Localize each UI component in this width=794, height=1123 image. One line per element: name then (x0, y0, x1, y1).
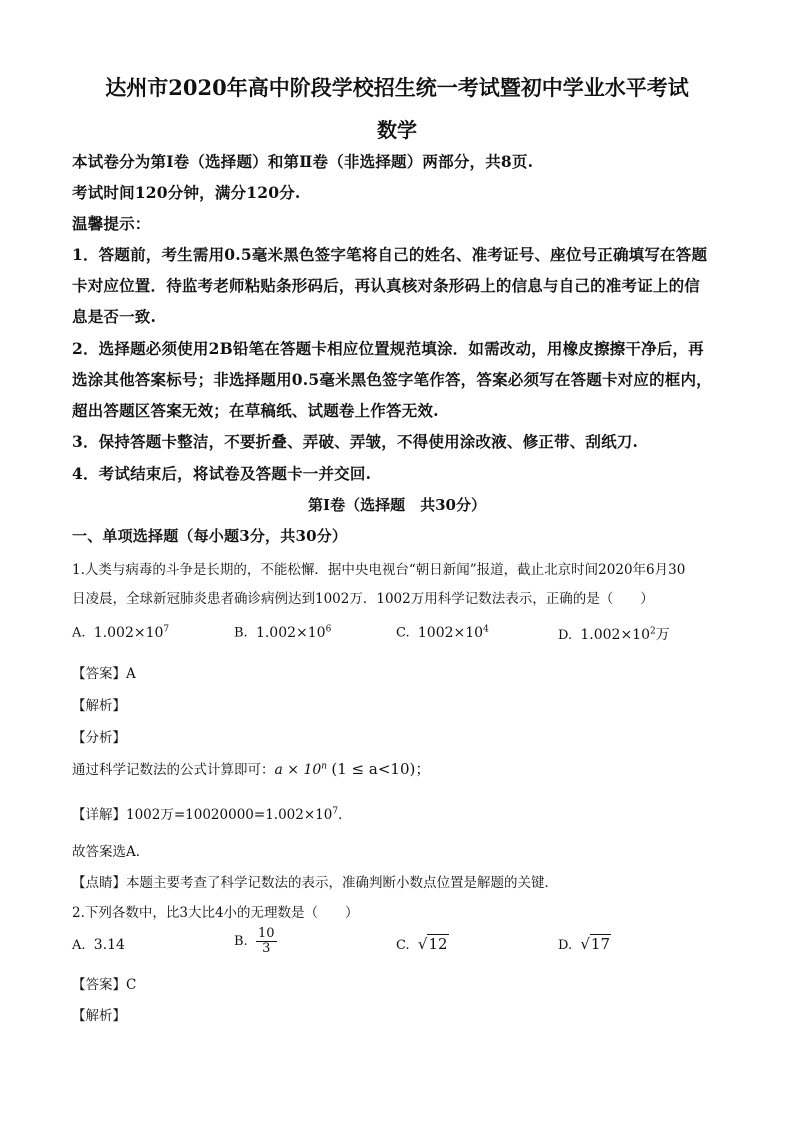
xiangjie-end: ． (338, 807, 352, 823)
tips-title: 温馨提示： (72, 214, 151, 233)
tip-1-line-a: 1．答题前，考生需用0.5毫米黑色签字笔将自己的姓名、准考证号、座位号正确填写在答题 (72, 245, 708, 264)
option-exponent: 7 (163, 624, 170, 634)
intro-line-2: 考试时间120分钟，满分120分. (72, 183, 301, 202)
radicand: 17 (590, 935, 611, 953)
option-label: A. (72, 938, 86, 953)
q1-answer: 【答案】A (72, 666, 136, 682)
tip-2-line-a: 2．选择题必须使用2B铅笔在答题卡相应位置规范填涂．如需改动，用橡皮擦擦干净后，再 (72, 339, 704, 358)
option-label: C. (396, 625, 410, 641)
intro-line-1: 本试卷分为第Ⅰ卷（选择题）和第Ⅱ卷（非选择题）两部分，共8页. (72, 152, 534, 171)
tip-2-line-b: 选涂其他答案标号；非选择题用0.5毫米黑色签字笔作答，答案必须写在答题卡对应的框内， (72, 370, 712, 389)
tip-3: 3．保持答题卡整洁，不要折叠、弄破、弄皱，不得使用涂改液、修正带、刮纸刀. (72, 432, 639, 451)
option-label: D. (558, 938, 573, 953)
option-unit: 万 (655, 627, 670, 643)
q1-option-a (72, 624, 169, 641)
section-heading: 一、单项选择题（每小题3分，共30分） (72, 527, 348, 545)
q1-option-c (396, 624, 489, 641)
tip-2-line-c: 超出答题区答案无效；在草稿纸、试题卷上作答无效. (72, 401, 439, 420)
option-exponent: 6 (325, 624, 332, 634)
xiangjie-text: 1002万=10020000=1.002×10 (126, 807, 333, 823)
option-label: D. (558, 628, 573, 643)
dianjing-text: 本题主要考查了科学记数法的表示，准确判断小数点位置是解题的关键． (126, 875, 558, 891)
fraction-numerator: 10 (257, 926, 275, 941)
q1-conclusion: 故答案选A． (72, 844, 150, 860)
formula: a × 10 (274, 762, 322, 778)
q1-option-b (234, 624, 331, 641)
tip-1-line-b: 卡对应位置．待监考老师粘贴条形码后，再认真核对条形码上的信息与自己的准考证上的信 (72, 276, 701, 295)
q2-option-b (234, 927, 277, 956)
q1-fenxi: 【分析】 (72, 730, 126, 746)
q2-option-d (558, 935, 611, 953)
q1-fenxi-text (72, 758, 430, 779)
option-exponent: 2 (649, 626, 656, 637)
fraction-denominator: 3 (262, 941, 271, 956)
fenxi-sentence: 通过科学记数法的公式计算即可： (72, 762, 275, 778)
q1-xiangjie (72, 803, 352, 823)
q1-option-d (558, 624, 670, 644)
q2-answer: 【答案】C (72, 977, 137, 993)
q2-option-a (72, 937, 125, 953)
formula-range: (1 ≤ a<10)； (331, 760, 431, 778)
radicand: 12 (428, 935, 448, 953)
q1-stem-line-b: 日凌晨，全球新冠肺炎患者确诊病例达到1002万．1002万用科学记数法表示，正确的是（ ） (72, 591, 654, 607)
xiangjie-label: 【详解】 (72, 807, 126, 823)
tip-1-line-c: 息是否一致. (72, 307, 157, 326)
formula-exponent: n (321, 761, 328, 772)
option-label: A. (72, 625, 86, 641)
sqrt-expression: √12 (417, 935, 448, 953)
option-label: B. (234, 934, 248, 949)
q1-dianjing (72, 871, 558, 891)
option-value: 1002×10 (417, 624, 484, 641)
q1-stem-line-a: 1.人类与病毒的斗争是长期的，不能松懈．据中央电视台“朝日新闻”报道，截止北京时间2020年6月30 (72, 562, 686, 578)
xiangjie-exponent: 7 (332, 806, 339, 817)
q2-option-c (396, 935, 449, 953)
fraction (256, 927, 277, 956)
dianjing-label: 【点睛】 (72, 875, 126, 891)
subject-title: 数学 (377, 118, 417, 142)
option-value: 1.002×10 (93, 624, 164, 641)
option-value: 3.14 (93, 937, 125, 953)
q1-jiexi: 【解析】 (72, 698, 126, 714)
exam-title: 达州市2020年高中阶段学校招生统一考试暨初中学业水平考试 (105, 75, 689, 100)
option-value: 1.002×10 (580, 627, 650, 643)
part-1-heading: 第Ⅰ卷（选择题 共30分） (308, 496, 486, 514)
option-value: 1.002×10 (255, 624, 326, 641)
option-exponent: 4 (483, 624, 489, 634)
tip-4: 4．考试结束后，将试卷及答题卡一并交回. (72, 464, 372, 483)
q2-stem: 2.下列各数中，比3大比4小的无理数是（ ） (72, 905, 359, 921)
option-label: B. (234, 625, 248, 641)
q2-jiexi: 【解析】 (72, 1008, 126, 1024)
sqrt-expression: √17 (580, 935, 611, 953)
option-label: C. (396, 938, 410, 953)
